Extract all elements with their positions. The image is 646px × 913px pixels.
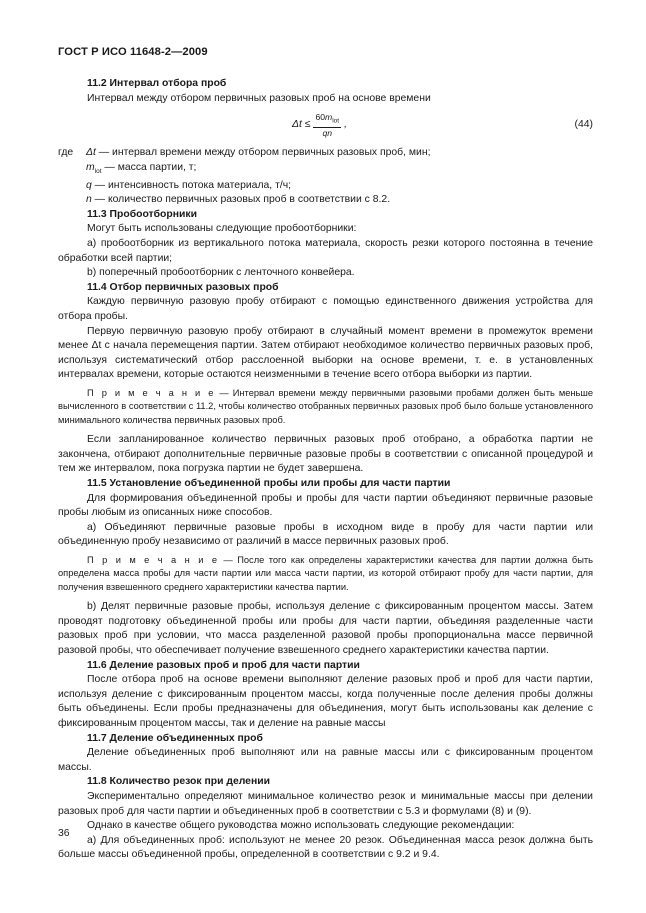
formula-fraction (313, 112, 341, 139)
section-11-5-item-a: a) Объединяют первичные разовые пробы в исходном виде в пробу для части партии или объединенную пробу независимо от различий в массе первичных разовых проб. (58, 521, 593, 548)
section-11-4-heading: 11.4 Отбор первичных разовых проб (87, 281, 279, 293)
definition-q (58, 179, 593, 193)
definition-symbol: n (86, 194, 92, 206)
definition-n (58, 193, 593, 207)
definition-subscript: lot (94, 167, 102, 175)
section-11-5-paragraph: Для формирования объединенной пробы и пробы для части партии объединяют первичные разовые пробы любым из описанных ниже способов. (58, 492, 593, 519)
section-11-4-paragraph-3: Если запланированное количество первичных разовых проб отобрано, а обработка партии не закончена, отбирают дополнительные первичные разовые пробы в соответствии с описанной процедурой и тем же интервалом, пока погрузка партии не будет завершена. (58, 434, 593, 475)
definition-text: — интенсивность потока материала, т/ч; (91, 180, 292, 192)
section-11-3-item-a: a) пробоотборник из вертикального потока материала, скорость резки которого постоянна в течение обработки всей партии; (58, 238, 593, 264)
section-11-8-paragraph-1: Экспериментально определяют минимальное количество резок и минимальные массы при делении разовых проб для части партии и объединенных проб в соответствии с 5.3 и формулами (8) и (9). (58, 790, 593, 817)
definition-text: — масса партии, т; (101, 161, 197, 173)
formula-num-coef: 60 (315, 112, 326, 123)
section-11-8-paragraph-2: Однако в качестве общего руководства можно использовать следующие рекомендации: (87, 820, 515, 832)
section-11-6-heading: 11.6 Деление разовых проб и проб для части партии (87, 659, 360, 671)
definition-symbol: q (86, 180, 92, 192)
section-11-3-heading: 11.3 Пробоотборники (87, 208, 198, 220)
formula-num-var: m (325, 112, 333, 123)
section-11-7-paragraph: Деление объединенных проб выполняют или на равные массы или с фиксированным процентом массы. (58, 747, 593, 773)
formula-44 (58, 110, 593, 144)
section-11-5-item-b: b) Делят первичные разовые пробы, используя деление с фиксированным процентом массы. Затем проводят подготовку объединенной пробы или пробы для части партии, объединяя разделенные части разовых проб при условии, что масса разделенной разовой пробы пропорциональна массе первичной разовой пробы, что обеспечивает получение взвешенного среднего характеристики качества партии. (58, 601, 593, 656)
definition-delta-t (58, 146, 593, 160)
section-11-6-paragraph: После отбора проб на основе времени выполняют деление разовых проб и проб для части партии, используя деление с фиксированным процентом массы, когда полученные после деления пробы должны быть объединены. Если пробы предназначены для объединения, могут быть использованы как деление с фиксированным процентом массы, так и деление на равные массы (58, 674, 593, 729)
section-11-2-paragraph: Интервал между отбором первичных разовых проб на основе времени (87, 92, 431, 104)
formula-numerator (313, 112, 341, 128)
section-11-5-heading: 11.5 Установление объединенной пробы или пробы для части партии (87, 478, 451, 490)
formula-num-sub: lot (332, 117, 340, 125)
standard-header: ГОСТ Р ИСО 11648-2—2009 (58, 46, 208, 58)
section-11-3-item-b: b) поперечный пробоотборник с ленточного конвейера. (87, 267, 355, 279)
definition-text: — количество первичных разовых проб в соответствии с 8.2. (91, 194, 391, 206)
definition-text: — интервал времени между отбором первичных разовых проб, мин; (95, 147, 431, 159)
note-text: — Интервал времени между первичными разовыми пробами должен быть меньше вычисленного в соответствии с 11.2, чтобы количество отобранных первичных разовых проб было больше установленного минимального количества первичных разовых проб. (58, 388, 593, 425)
section-11-8-item-a: a) Для объединенных проб: используют не менее 20 резок. Объединенная масса резок должна быть больше массы объединенной пробы, определенной в соответствии с 9.2 и 9.4. (58, 834, 593, 861)
note-label: П р и м е ч а н и е (87, 554, 220, 565)
definitions-list (58, 146, 593, 208)
section-11-8-heading: 11.8 Количество резок при делении (87, 776, 271, 788)
formula-expression (292, 112, 347, 139)
page-number: 36 (58, 828, 70, 839)
definition-symbol: Δt (86, 147, 96, 159)
formula-denominator: qn (322, 127, 333, 138)
note-text: — После того как определены характеристики качества для партии должна быть определена масса пробы для части партии или масса части партии, из которой отбирают пробу для части партии, для получения взвешенного среднего характеристики качества партии. (58, 554, 594, 592)
section-11-4-note (58, 387, 593, 427)
formula-tail: , (344, 119, 347, 131)
definition-m-lot (58, 161, 593, 179)
section-11-2-heading: 11.2 Интервал отбора проб (87, 78, 227, 89)
formula-lhs: Δt ≤ (292, 119, 311, 131)
note-label: П р и м е ч а н и е (87, 388, 216, 399)
section-11-4-paragraph-1: Каждую первичную разовую пробу отбирают с помощью единственного движения устройства для отбора пробы. (58, 296, 593, 323)
definitions-where: где (58, 147, 74, 159)
formula-number: (44) (574, 119, 593, 131)
section-11-7-heading: 11.7 Деление объединенных проб (87, 732, 263, 744)
document-body (58, 77, 593, 863)
section-11-5-note (58, 554, 593, 594)
section-11-3-paragraph: Могут быть использованы следующие пробоотборники: (87, 223, 357, 235)
section-11-4-paragraph-2: Первую первичную разовую пробу отбирают в случайный момент времени в промежуток времени менее Δt с начала перемещения партии. Затем отбирают необходимое количество первичных разовых проб, используя систематический отбор расслоенной выборки на основе времени, т. е. в установленных интервалах времени, которые остаются неизменными в течение всего отбора выборки из партии. (58, 325, 593, 381)
definition-symbol: m (86, 161, 95, 173)
